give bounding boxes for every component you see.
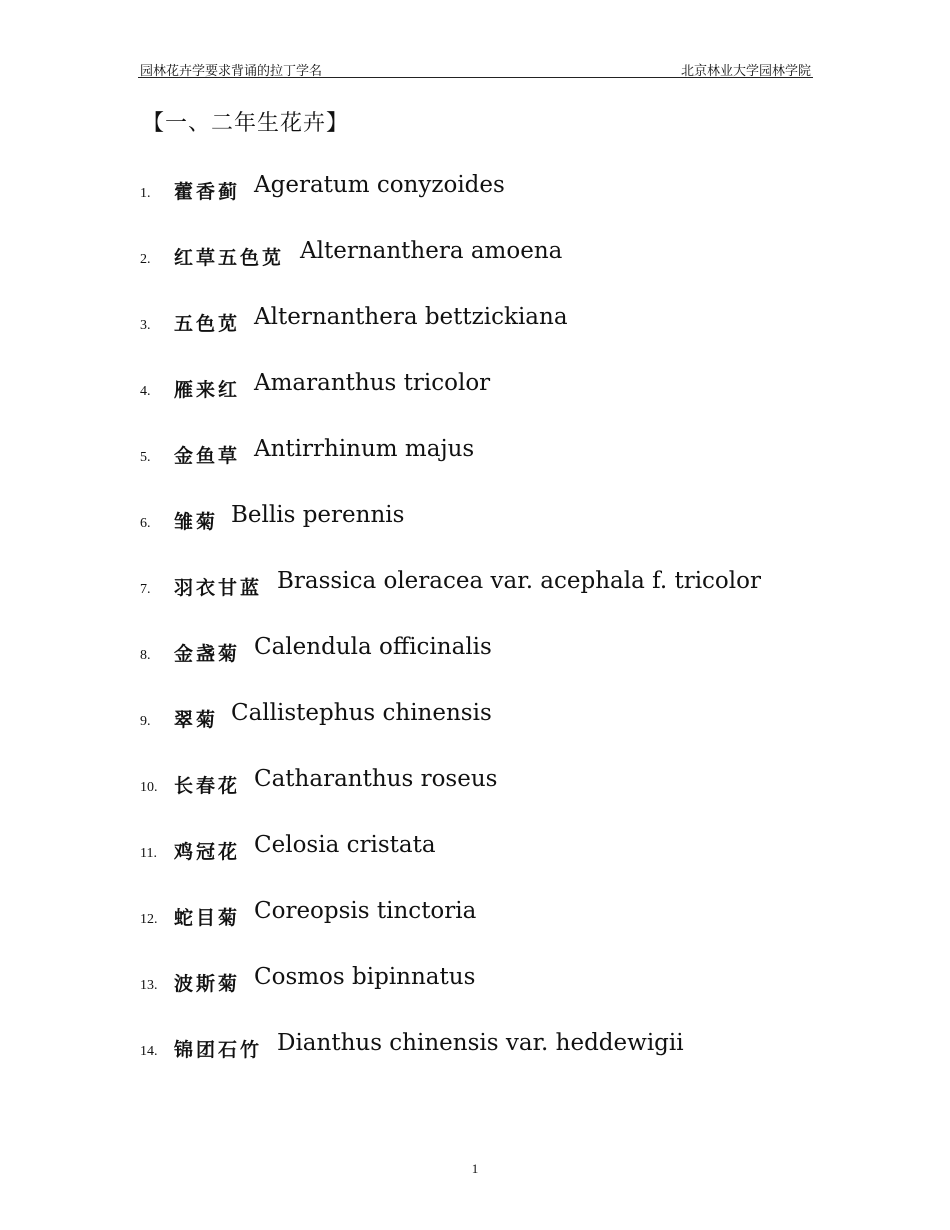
chinese-name: 雁来红 [174, 379, 241, 401]
latin-name: Catharanthus roseus [254, 766, 498, 792]
latin-name: Cosmos bipinnatus [254, 964, 476, 990]
item-number: 2. [140, 252, 151, 267]
header-course-title: 园林花卉学要求背诵的拉丁学名 [140, 64, 323, 79]
chinese-name: 翠菊 [174, 709, 219, 731]
latin-name: Antirrhinum majus [254, 436, 475, 462]
item-number: 8. [140, 648, 151, 663]
page-number: 1 [471, 1161, 479, 1176]
section-title: 【一、二年生花卉】 [142, 111, 350, 136]
item-number: 10. [140, 780, 158, 795]
chinese-name: 蛇目菊 [174, 907, 241, 929]
item-number: 14. [140, 1044, 158, 1059]
item-number: 13. [140, 978, 158, 993]
chinese-name: 金盏菊 [174, 643, 241, 665]
latin-name: Celosia cristata [254, 832, 436, 858]
item-number: 1. [140, 186, 151, 201]
latin-name: Alternanthera amoena [300, 238, 563, 264]
latin-name: Amaranthus tricolor [254, 370, 491, 396]
item-number: 12. [140, 912, 158, 927]
latin-name: Bellis perennis [231, 502, 405, 528]
chinese-name: 长春花 [174, 775, 241, 797]
chinese-name: 红草五色苋 [174, 247, 285, 269]
item-number: 9. [140, 714, 151, 729]
latin-name: Calendula officinalis [254, 634, 492, 660]
chinese-name: 藿香蓟 [174, 181, 241, 203]
chinese-name: 金鱼草 [174, 445, 241, 467]
chinese-name: 五色苋 [174, 313, 241, 335]
latin-name: Dianthus chinensis var. heddewigii [277, 1030, 684, 1056]
latin-name: Coreopsis tinctoria [254, 898, 477, 924]
latin-name: Brassica oleracea var. acephala f. tricolor [277, 568, 761, 594]
item-number: 7. [140, 582, 151, 597]
page-header [138, 59, 813, 78]
chinese-name: 锦团石竹 [174, 1039, 263, 1061]
chinese-name: 鸡冠花 [174, 841, 241, 863]
chinese-name: 羽衣甘蓝 [174, 577, 263, 599]
item-number: 3. [140, 318, 151, 333]
item-number: 5. [140, 450, 151, 465]
item-number: 4. [140, 384, 151, 399]
header-institution: 北京林业大学园林学院 [680, 64, 811, 79]
item-number: 11. [140, 846, 157, 861]
item-number: 6. [140, 516, 151, 531]
chinese-name: 波斯菊 [174, 973, 241, 995]
chinese-name: 雏菊 [174, 511, 219, 533]
latin-name: Alternanthera bettzickiana [254, 304, 568, 330]
latin-name: Ageratum conyzoides [254, 172, 505, 198]
latin-name: Callistephus chinensis [231, 700, 492, 726]
